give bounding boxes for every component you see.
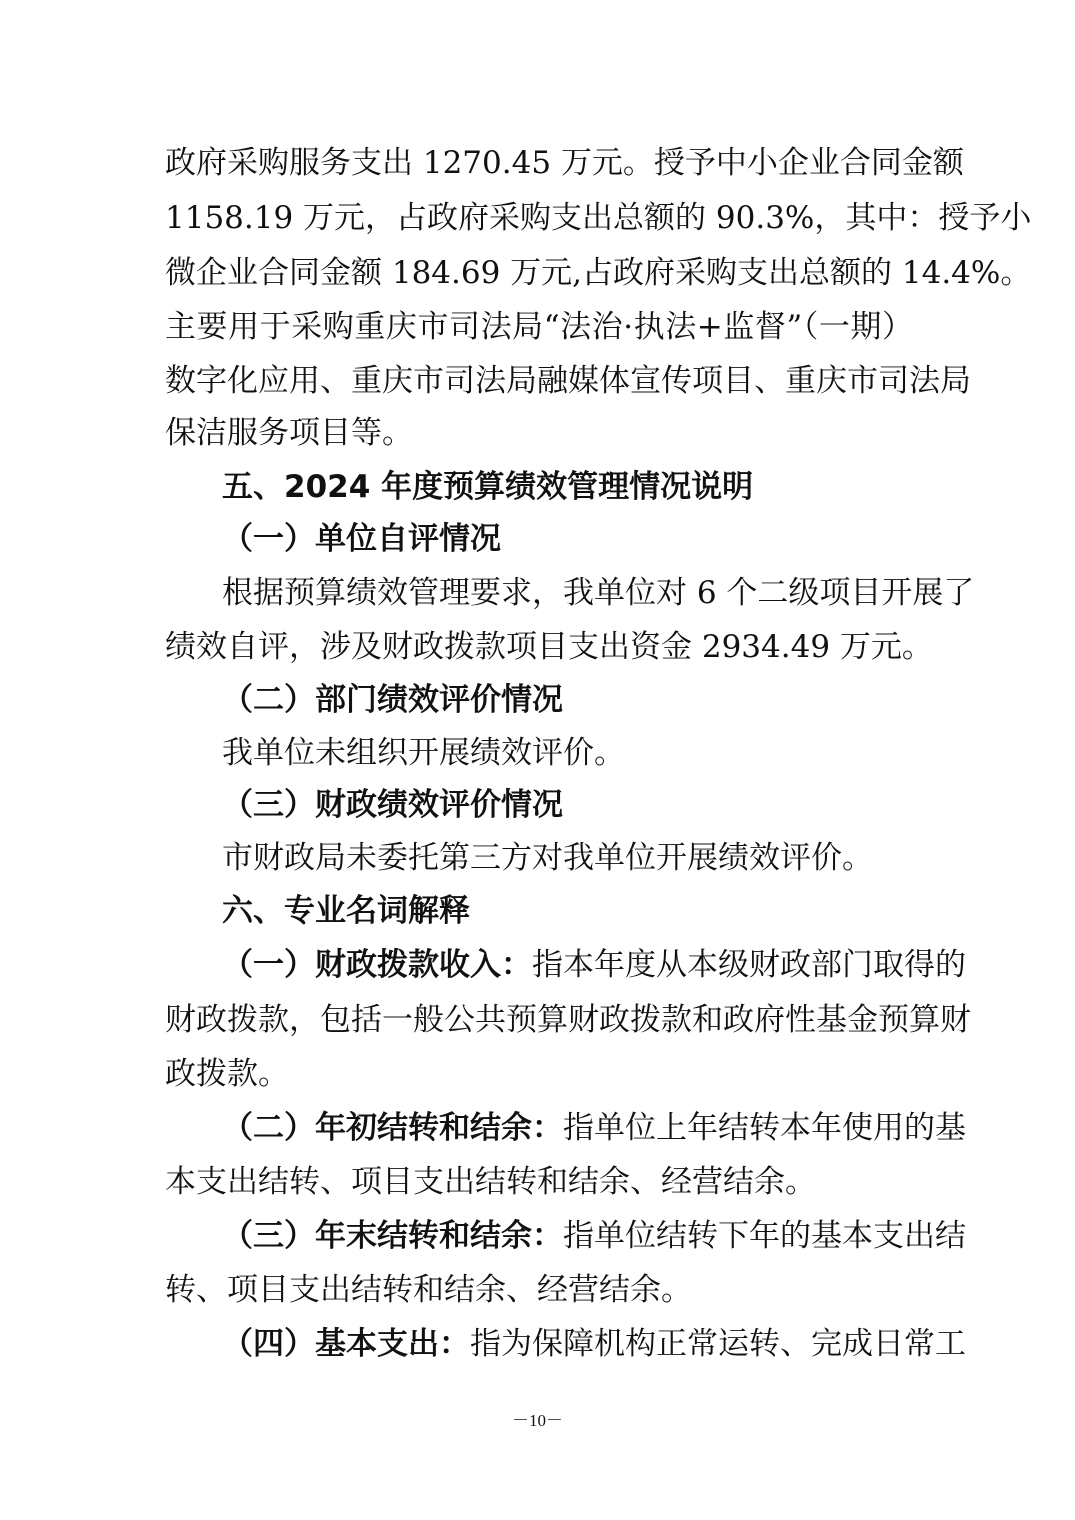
text-line-4: 主要用于采购重庆市司法局“法治·执法+监督”（一期） [165,309,913,345]
text-line-8: 绩效自评，涉及财政拨款项目支出资金 2934.49 万元。 [165,629,933,665]
text-line-3: 微企业合同金额 184.69 万元,占政府采购支出总额的 14.4%。 [165,255,1032,291]
section-heading-5: 五、2024 年度预算绩效管理情况说明 [222,469,754,505]
text-line-9: 我单位未组织开展绩效评价。 [222,735,625,771]
term-1-definition: 指本年度从本级财政部门取得的 [532,947,966,983]
term-line-2 [222,1108,966,1148]
text-line-7: 根据预算绩效管理要求，我单位对 6 个二级项目开展了 [222,575,975,611]
text-line-5: 数字化应用、重庆市司法局融媒体宣传项目、重庆市司法局 [165,363,971,399]
term-line-4 [222,1324,966,1364]
text-line-11: 财政拨款，包括一般公共预算财政拨款和政府性基金预算财 [165,1002,971,1038]
subheading-department-evaluation: （二）部门绩效评价情况 [222,682,563,718]
term-4: （四）基本支出： [222,1326,470,1362]
text-line-6: 保洁服务项目等。 [165,415,413,451]
term-2-definition: 指单位上年结转本年使用的基 [563,1110,966,1146]
subheading-finance-evaluation: （三）财政绩效评价情况 [222,787,563,823]
text-line-13: 本支出结转、项目支出结转和结余、经营结余。 [165,1164,816,1200]
text-line-10: 市财政局未委托第三方对我单位开展绩效评价。 [222,840,873,876]
term-line-1 [222,945,966,985]
page-number: －10－ [512,1411,563,1430]
subheading-self-evaluation: （一）单位自评情况 [222,521,501,557]
term-3: （三）年末结转和结余： [222,1218,563,1254]
text-line-14: 转、项目支出结转和结余、经营结余。 [165,1272,692,1308]
term-line-3 [222,1216,966,1256]
text-line-1: 政府采购服务支出 1270.45 万元。授予中小企业合同金额 [165,145,964,181]
text-line-12: 政拨款。 [165,1056,289,1092]
term-3-definition: 指单位结转下年的基本支出结 [563,1218,966,1254]
section-heading-6: 六、专业名词解释 [222,893,470,929]
term-2: （二）年初结转和结余： [222,1110,563,1146]
term-4-definition: 指为保障机构正常运转、完成日常工 [470,1326,966,1362]
text-line-2: 1158.19 万元，占政府采购支出总额的 90.3%，其中：授予小 [165,200,1032,236]
term-1: （一）财政拨款收入： [222,947,532,983]
